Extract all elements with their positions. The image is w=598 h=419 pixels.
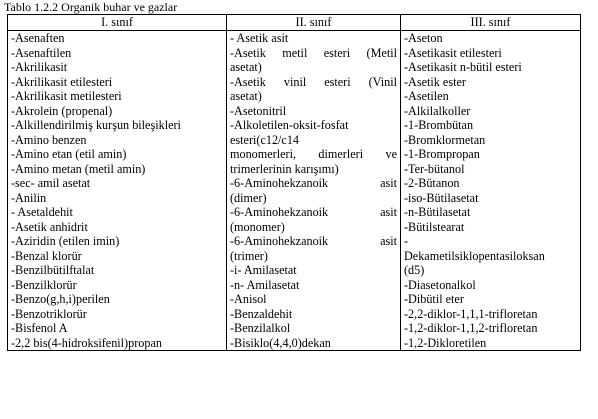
list-item: -Benzilklorür (11, 277, 77, 292)
list-item: - Asetaldehit (11, 205, 73, 219)
list-item: -1-Brombütan (404, 118, 474, 132)
list-item: -Benzotriklorür (11, 306, 87, 321)
list-item: (d5) (404, 263, 425, 277)
list-item: -Ter-bütanol (404, 161, 465, 176)
list-item: monomerleri, dimerleri ve (230, 147, 397, 161)
list-item: -Bisiklo(4,4,0)dekan (230, 335, 331, 350)
list-item: -Diasetonalkol (404, 277, 476, 292)
list-item: -Asetikasit etilesteri (404, 45, 502, 60)
list-item: esteri(c12/c14 (230, 132, 300, 147)
list-item: -Asenaftilen (11, 45, 72, 60)
list-item: -Aseton (404, 31, 443, 45)
list-item: -Asetik metil esteri (Metil (230, 45, 397, 60)
list-item: - Asetik asit (230, 31, 289, 45)
list-item: -n-Bütilasetat (404, 205, 471, 219)
table-caption: Tablo 1.2.2 Organik buhar ve gazlar (4, 0, 178, 14)
list-item: -Aziridin (etilen imin) (11, 234, 120, 248)
body-row (8, 31, 581, 351)
list-item: -iso-Bütilasetat (404, 190, 479, 205)
list-item: -Akrilikasit (11, 60, 68, 74)
list-item: trimerlerinin karışımı) (230, 161, 339, 176)
column-header: II. sınıf (227, 15, 401, 31)
list-item: (dimer) (230, 190, 267, 205)
list-item: -6-Aminohekzanoik asit (230, 234, 397, 248)
list-item: -i- Amilasetat (230, 263, 297, 277)
list-item: -Benzo(g,h,i)perilen (11, 292, 110, 306)
list-item: -Benzilbütilftalat (11, 263, 95, 277)
header-row (8, 15, 581, 31)
class-1-cell (8, 31, 227, 351)
list-item: -Benzaldehit (230, 306, 293, 321)
list-item: -Amino etan (etil amin) (11, 147, 127, 161)
list-item: -Benzilalkol (230, 321, 291, 335)
list-item: -2-Bütanon (404, 176, 460, 190)
list-item: -Amino metan (metil amin) (11, 161, 146, 176)
list-item: -n- Amilasetat (230, 277, 300, 292)
list-item: asetat) (230, 89, 262, 103)
list-item: -Asetik vinil esteri (Vinil (230, 74, 397, 89)
list-item: -Alkoletilen-oksit-fosfat (230, 118, 349, 132)
list-item: -Bromklormetan (404, 132, 486, 147)
list-item: -Asetilen (404, 89, 449, 103)
class-3-cell (401, 31, 581, 351)
list-item: -Bütilstearat (404, 219, 465, 234)
list-item: -sec- amil asetat (11, 176, 91, 190)
list-item: -Asetik anhidrit (11, 219, 88, 234)
list-item: (monomer) (230, 219, 285, 234)
list-item: -6-Aminohekzanoik asit (230, 176, 397, 190)
column-header: III. sınıf (401, 15, 581, 31)
list-item: -Asetik ester (404, 74, 466, 89)
list-item: asetat) (230, 60, 262, 74)
list-item: -Alkillendirilmiş kurşun bileşikleri (11, 118, 181, 132)
list-item: -Alkilalkoller (404, 103, 471, 118)
list-item: -1,2-diklor-1,1,2-trifloretan (404, 321, 538, 335)
list-item: (trimer) (230, 248, 268, 263)
list-item: -Bisfenol A (11, 321, 68, 335)
list-item: -Akrilikasit metilesteri (11, 89, 122, 103)
list-item: -Anisol (230, 292, 267, 306)
list-item: - (404, 234, 409, 248)
list-item: -Asenaften (11, 31, 65, 45)
list-item: -Amino benzen (11, 132, 87, 147)
list-item: -Asetonitril (230, 103, 287, 118)
list-item: -6-Aminohekzanoik asit (230, 205, 397, 219)
list-item: -1-Brompropan (404, 147, 480, 161)
list-item: -Akrilikasit etilesteri (11, 74, 113, 89)
list-item: -Anilin (11, 190, 47, 205)
list-item: -2,2-diklor-1,1,1-trifloretan (404, 306, 538, 321)
list-item: -2,2 bis(4-hidroksifenil)propan (11, 335, 162, 350)
class-2-cell (227, 31, 401, 351)
list-item: -Asetikasit n-bütil esteri (404, 60, 522, 74)
list-item: Dekametilsiklopentasiloksan (404, 248, 545, 263)
list-item: -Benzal klorür (11, 248, 82, 263)
list-item: -Akrolein (propenal) (11, 103, 113, 118)
list-item: -Dibütil eter (404, 292, 464, 306)
column-header: I. sınıf (8, 15, 227, 31)
organic-vapors-table (7, 14, 581, 351)
list-item: -1,2-Dikloretilen (404, 335, 487, 350)
